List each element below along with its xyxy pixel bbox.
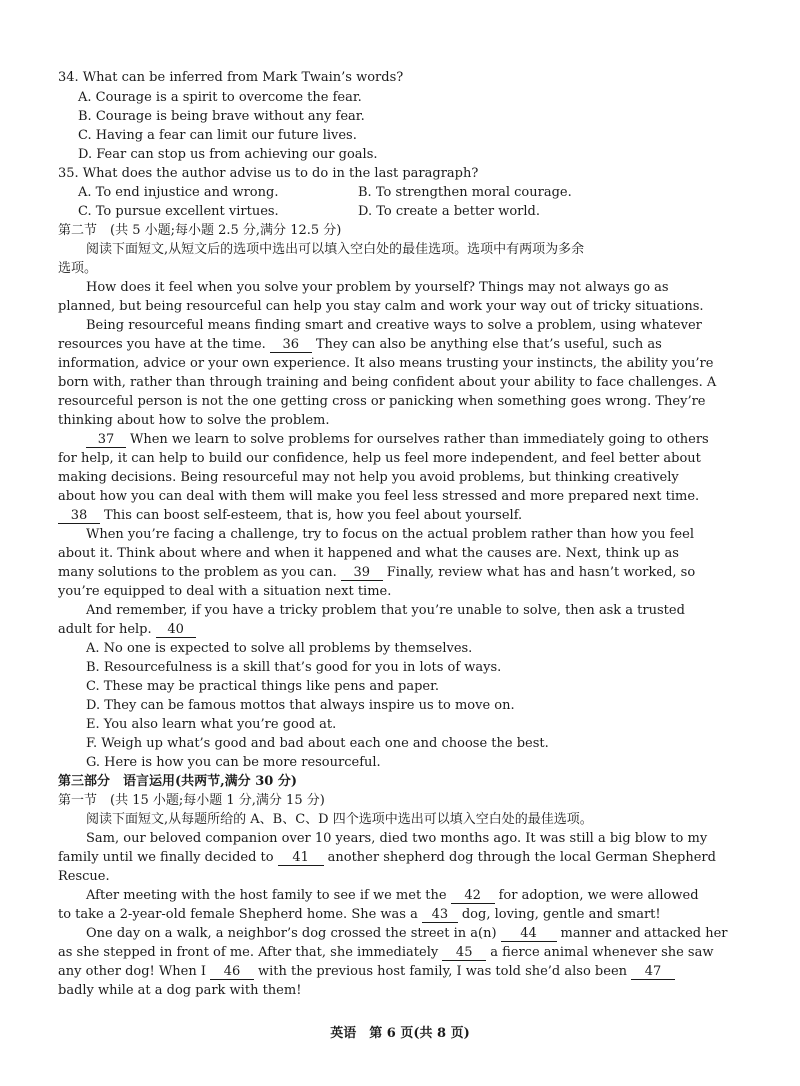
passage-line: Sam, our beloved companion over 10 years, died two months ago. It was still a big blow to my <box>86 831 708 846</box>
text: any other dog! When I <box>58 964 206 979</box>
passage-line: How does it feel when you solve your problem by yourself? Things may not always go as <box>86 280 669 295</box>
passage-line: resourceful person is not the one getting cross or panicking when something goes wrong. They’re <box>58 394 706 409</box>
passage-line-46-47 <box>58 962 679 981</box>
option-f: F. Weigh up what’s good and bad about each one and choose the best. <box>86 736 549 751</box>
blank-40: 40 <box>156 622 196 638</box>
text: manner and attacked her <box>560 926 728 941</box>
passage-line: Rescue. <box>58 869 110 884</box>
text: They can also be anything else that’s useful, such as <box>315 337 662 352</box>
option-d: D. They can be famous mottos that always inspire us to move on. <box>86 698 515 713</box>
passage-line-41 <box>58 848 716 867</box>
blank-44: 44 <box>501 926 557 942</box>
q34-option-a: A. Courage is a spirit to overcome the fear. <box>78 90 362 105</box>
text: a fierce animal whenever she saw <box>490 945 714 960</box>
blank-47: 47 <box>631 964 675 980</box>
text: When we learn to solve problems for ourselves rather than immediately going to others <box>130 432 709 447</box>
option-b: B. Resourcefulness is a skill that’s good for you in lots of ways. <box>86 660 502 675</box>
option-c: C. These may be practical things like pens and paper. <box>86 679 439 694</box>
text: After meeting with the host family to see if we met the <box>86 888 447 903</box>
passage-line-39 <box>58 563 695 582</box>
option-g: G. Here is how you can be more resourceful. <box>86 755 381 770</box>
passage-line-44 <box>86 924 728 943</box>
passage-line-43 <box>58 905 661 924</box>
passage-line: And remember, if you have a tricky problem that you’re unable to solve, then ask a trusted <box>86 603 685 618</box>
blank-41: 41 <box>278 850 324 866</box>
blank-45: 45 <box>442 945 486 961</box>
text: as she stepped in front of me. After that, she immediately <box>58 945 439 960</box>
text: dog, loving, gentle and smart! <box>461 907 661 922</box>
q35-option-c: C. To pursue excellent virtues. <box>78 204 279 219</box>
passage-line: for help, it can help to build our confidence, help us feel more independent, and feel better about <box>58 451 701 466</box>
passage-line: information, advice or your own experience. It also means trusting your instincts, the ability you’re <box>58 356 714 371</box>
blank-39: 39 <box>341 565 383 581</box>
passage-line-45 <box>58 943 713 962</box>
section2-instruction: 阅读下面短文,从短文后的选项中选出可以填入空白处的最佳选项。选项中有两项为多余 <box>86 242 585 257</box>
passage-line: born with, rather than through training and being confident about your ability to face challenges. A <box>58 375 717 390</box>
part3-instruction: 阅读下面短文,从每题所给的 A、B、C、D 四个选项中选出可以填入空白处的最佳选项。 <box>86 812 593 827</box>
text: family until we finally decided to <box>58 850 274 865</box>
text: another shepherd dog through the local German Shepherd <box>327 850 716 865</box>
section2-heading: 第二节 (共 5 小题;每小题 2.5 分,满分 12.5 分) <box>58 223 342 238</box>
passage-line: about how you can deal with them will make you feel less stressed and more prepared next time. <box>58 489 700 504</box>
passage-line-37 <box>86 430 709 449</box>
text: Finally, review what has and hasn’t worked, so <box>386 565 696 580</box>
text: with the previous host family, I was told she’d also been <box>257 964 628 979</box>
option-e: E. You also learn what you’re good at. <box>86 717 337 732</box>
q34-option-c: C. Having a fear can limit our future lives. <box>78 128 357 143</box>
passage-line: you’re equipped to deal with a situation next time. <box>58 584 392 599</box>
passage-line-42 <box>86 886 699 905</box>
passage-line: When you’re facing a challenge, try to focus on the actual problem rather than how you feel <box>86 527 694 542</box>
passage-line: about it. Think about where and when it happened and what the causes are. Next, think up as <box>58 546 679 561</box>
text: to take a 2-year-old female Shepherd home. She was a <box>58 907 418 922</box>
blank-42: 42 <box>451 888 495 904</box>
q34-option-b: B. Courage is being brave without any fear. <box>78 109 365 124</box>
q35-option-a: A. To end injustice and wrong. <box>78 185 279 200</box>
blank-46: 46 <box>210 964 254 980</box>
blank-36: 36 <box>270 337 312 353</box>
passage-line: badly while at a dog park with them! <box>58 983 302 998</box>
text: for adoption, we were allowed <box>498 888 699 903</box>
passage-line: Being resourceful means finding smart and creative ways to solve a problem, using whatever <box>86 318 702 333</box>
passage-line: planned, but being resourceful can help you stay calm and work your way out of tricky situations. <box>58 299 704 314</box>
q34-option-d: D. Fear can stop us from achieving our goals. <box>78 147 378 162</box>
passage-line: making decisions. Being resourceful may not help you avoid problems, but thinking creatively <box>58 470 679 485</box>
q35-option-d: D. To create a better world. <box>358 204 540 219</box>
part3-heading: 第三部分 语言运用(共两节,满分 30 分) <box>58 774 297 789</box>
page-footer: 英语 第 6 页(共 8 页) <box>330 1026 470 1041</box>
section2-instruction-cont: 选项。 <box>58 261 98 276</box>
text: adult for help. <box>58 622 152 637</box>
q35-stem: 35. What does the author advise us to do in the last paragraph? <box>58 166 479 181</box>
passage-line: thinking about how to solve the problem. <box>58 413 330 428</box>
passage-line-40 <box>58 620 200 639</box>
option-a: A. No one is expected to solve all problems by themselves. <box>86 641 473 656</box>
blank-43: 43 <box>422 907 458 923</box>
part3-subheading: 第一节 (共 15 小题;每小题 1 分,满分 15 分) <box>58 793 325 808</box>
q34-stem: 34. What can be inferred from Mark Twain’s words? <box>58 70 404 85</box>
passage-line-36 <box>58 335 662 354</box>
text: many solutions to the problem as you can. <box>58 565 337 580</box>
text: resources you have at the time. <box>58 337 266 352</box>
text: One day on a walk, a neighbor’s dog crossed the street in a(n) <box>86 926 497 941</box>
text: This can boost self-esteem, that is, how you feel about yourself. <box>104 508 523 523</box>
passage-line-38 <box>58 506 522 525</box>
blank-37: 37 <box>86 432 126 448</box>
blank-38: 38 <box>58 508 100 524</box>
q35-option-b: B. To strengthen moral courage. <box>358 185 572 200</box>
